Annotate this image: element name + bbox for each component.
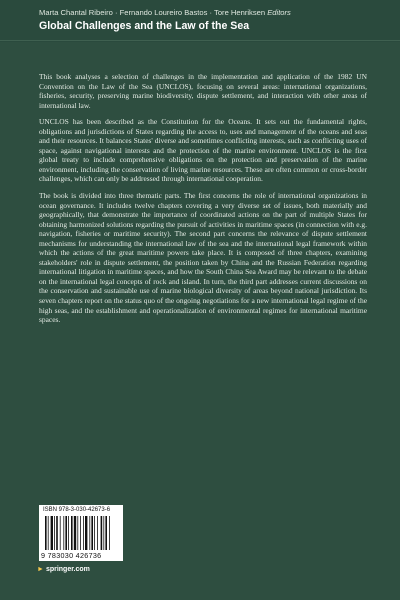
blurb-paragraph-2: UNCLOS has been described as the Constitution for the Oceans. It sets out the fundamental rights, obligations and jurisdictions of States regarding the access to, uses and management of the oceans and seas and their resources. It balances States' diverse and sometimes conflicting interests, such as conflicting uses of space, against navigational interests and the protection of the marine environment. UNCLOS is the first global treaty to include comprehensive obligations on the protection and preservation of the marine environment, including the conservation of living marine resources. These are often common or cross-border challenges, which can only be addressed through international cooperation. — [39, 117, 367, 184]
editors-line — [39, 8, 291, 17]
barcode-number: 9 783030 426736 — [41, 551, 102, 560]
book-title: Global Challenges and the Law of the Sea — [39, 20, 250, 32]
editors-label: Editors — [267, 8, 291, 17]
blurb-paragraph-3: The book is divided into three thematic parts. The first concerns the role of international organizations in ocean governance. It includes twelve chapters covering a very diverse set of issues, both materially and geographically, that demonstrate the importance of coordinated actions on the part of multiple States for obtaining harmonized solutions regarding the pursuit of activities in maritime spaces (in connection with e.g. navigation, fisheries or maritime security). The second part concerns the relevance of dispute settlement mechanisms for understanding the international law of the sea and the international legal framework within which the actions of the great maritime powers take place. It is composed of three chapters, examining stakeholders' role in dispute settlement, the position taken by China and the Russian Federation regarding international litigation in maritime spaces, and how the South China Sea Award may be relevant to the debate on the international legal concepts of rock and island. In turn, the third part addresses current discussions on the conservation and sustainable use of marine biological diversity of areas beyond national jurisdiction. Its seven chapters report on the status quo of the ongoing negotiations for a new international legal regime of the high seas, and the establishment and operationalization of environmental regimes for international maritime spaces. — [39, 191, 367, 325]
cover-header — [0, 0, 400, 42]
blurb-paragraph-1: This book analyses a selection of challenges in the implementation and application of the 1982 UN Convention on the Law of the Sea (UNCLOS), focusing on several areas: international organizations, fisheries, security, preserving marine biodiversity, dispute settlement, and interaction with other areas of international law. — [39, 72, 367, 110]
back-cover-blurb — [39, 72, 367, 332]
publisher-url: springer.com — [45, 566, 90, 573]
isbn-barcode-box — [39, 505, 123, 561]
arrow-icon: ► — [37, 566, 44, 573]
isbn-label: ISBN 978-3-030-42673-6 — [43, 507, 111, 513]
header-divider — [0, 40, 400, 41]
editors-names: Marta Chantal Ribeiro · Fernando Loureiro Bastos · Tore Henriksen — [39, 8, 266, 17]
barcode-graphic — [45, 516, 117, 550]
publisher-link[interactable] — [37, 566, 90, 573]
